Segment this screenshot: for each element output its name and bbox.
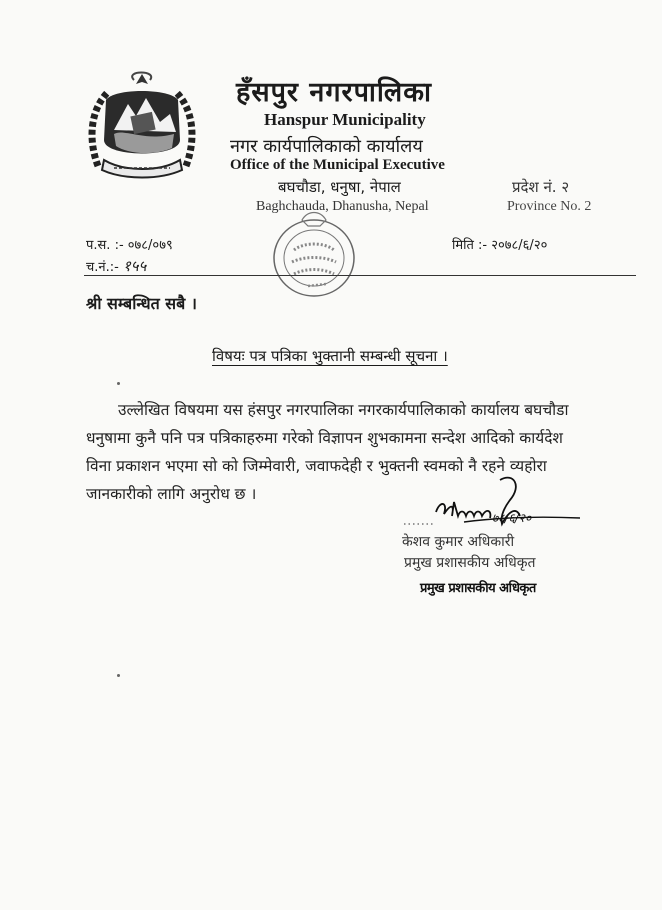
signatory-title: प्रमुख प्रशासकीय अधिकृत [404, 555, 536, 571]
body-line-2: धनुषामा कुनै पनि पत्र पत्रिकाहरुमा गरेको विज्ञापन शुभकामना सन्देश आदिको कार्यदेश [86, 429, 563, 447]
salutation: श्री सम्बन्धित सबै । [86, 294, 197, 313]
dispatch-label: च.नं.:- [86, 260, 119, 275]
svg-text:७८/६/२०: ७८/६/२० [492, 511, 532, 525]
scan-speck [117, 382, 120, 385]
dispatch-number [86, 256, 146, 276]
body-line-4: जानकारीको लागि अनुरोध छ । [86, 485, 257, 503]
signatory-name: केशव कुमार अधिकारी [402, 534, 515, 550]
body-line-1: उल्लेखित विषयमा यस हंसपुर नगरपालिका नगरकार्यपालिकाको कार्यालय बघचौडा [118, 401, 569, 419]
handwritten-signature [404, 472, 584, 534]
reference-number: प.स. :- ०७८/०७९ [86, 238, 173, 253]
body-line-3: विना प्रकाशन भएमा सो को जिम्मेवारी, जवाफदेही र भुक्तनी स्वमको नै रहने व्यहोरा [86, 457, 547, 475]
signatory-title-stamp: प्रमुख प्रशासकीय अधिकृत [420, 581, 536, 596]
letter-subject: विषयः पत्र पत्रिका भुक्तानी सम्बन्धी सूचना । [212, 347, 448, 365]
office-name-en: Office of the Municipal Executive [230, 157, 445, 173]
province-np: प्रदेश नं. २ [512, 178, 570, 196]
dispatch-value: १५५ [122, 257, 147, 275]
office-stamp-icon [268, 206, 360, 302]
municipality-name-np: हँसपुर नगरपालिका [236, 77, 432, 108]
municipality-emblem-icon [84, 70, 200, 182]
office-name-np: नगर कार्यपालिकाको कार्यालय [230, 136, 423, 157]
municipality-name-en: Hanspur Municipality [264, 110, 426, 129]
letter-date: मिति :- २०७८/६/२० [452, 238, 548, 253]
province-en: Province No. 2 [507, 199, 592, 214]
address-en: Baghchauda, Dhanusha, Nepal [256, 199, 429, 214]
header-divider [84, 275, 636, 276]
address-np: बघचौडा, धनुषा, नेपाल [278, 178, 401, 196]
scan-speck [117, 674, 120, 677]
